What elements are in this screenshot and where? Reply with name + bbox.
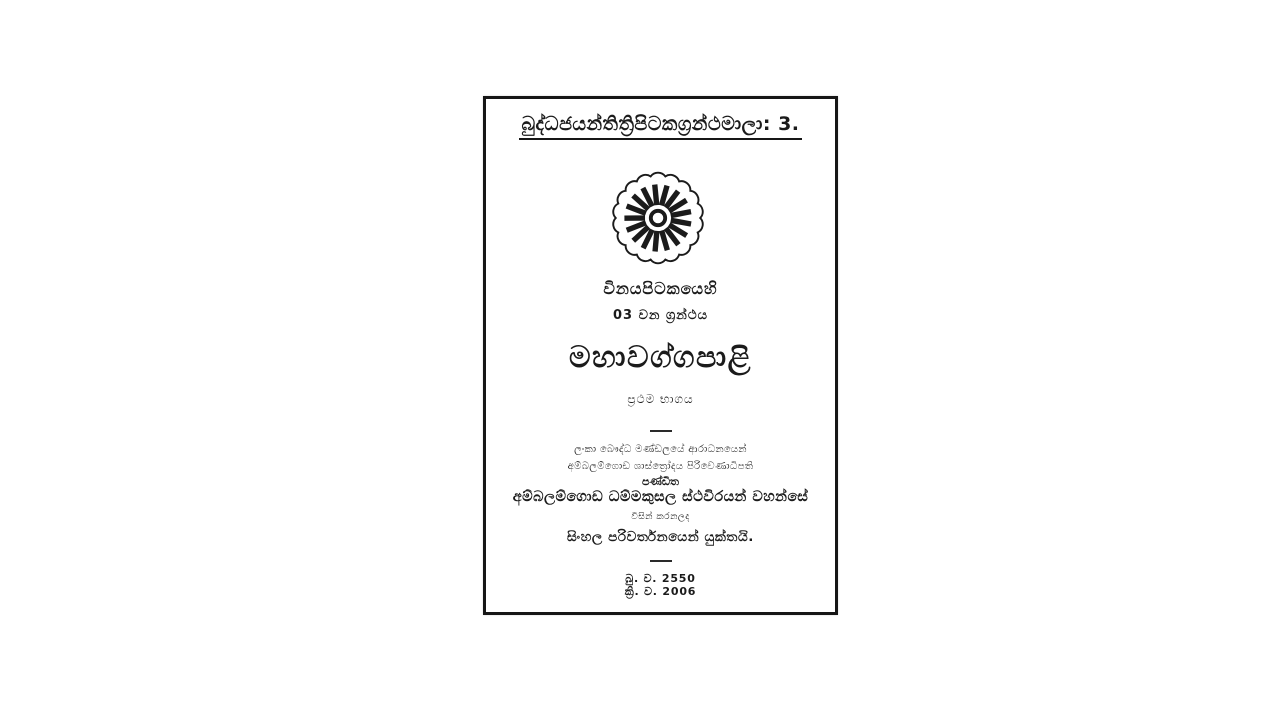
dharmachakra-wheel-icon [610,170,706,266]
buddhist-era-year: බු. ව. 2550 [625,572,696,585]
book-title: මහාවග්ගපාළි [568,340,753,375]
separator-rule-bottom [650,560,672,562]
pitaka-section-label: විනයපිටකයෙහි [603,279,718,298]
honorific-line: පණ්ඩිත [642,475,679,488]
common-era-year: ක්‍රි. ව. 2006 [624,585,697,598]
editor-role-line: අම්බලම්ගොඩ ශාස්ත්‍රෝදය පිරිවෙණාධිපති [567,461,754,472]
invitation-line: ලංකා බෞද්ධ මණ්ඩලයේ ආරාධනයෙන් [574,444,747,455]
series-header-text: බුද්ධජයන්තිත්‍රිපිටකග්‍රන්ථමාලා: 3. [519,113,801,140]
volume-number-label: 03 වන ග්‍රන්ථය [612,308,709,323]
book-title-page [483,96,838,615]
separator-rule-top [650,430,672,432]
editor-name-line: අම්බලම්ගොඩ ධම්මකුසල ස්ථවිරයන් වහන්සේ [512,489,809,505]
translation-note: සිංහල පරිවර්තනයෙන් යුක්තයි. [566,529,755,545]
part-subtitle: ප්‍රථම භාගය [627,392,694,406]
byline: විසින් කරනලද [631,512,690,522]
series-header [486,113,835,140]
